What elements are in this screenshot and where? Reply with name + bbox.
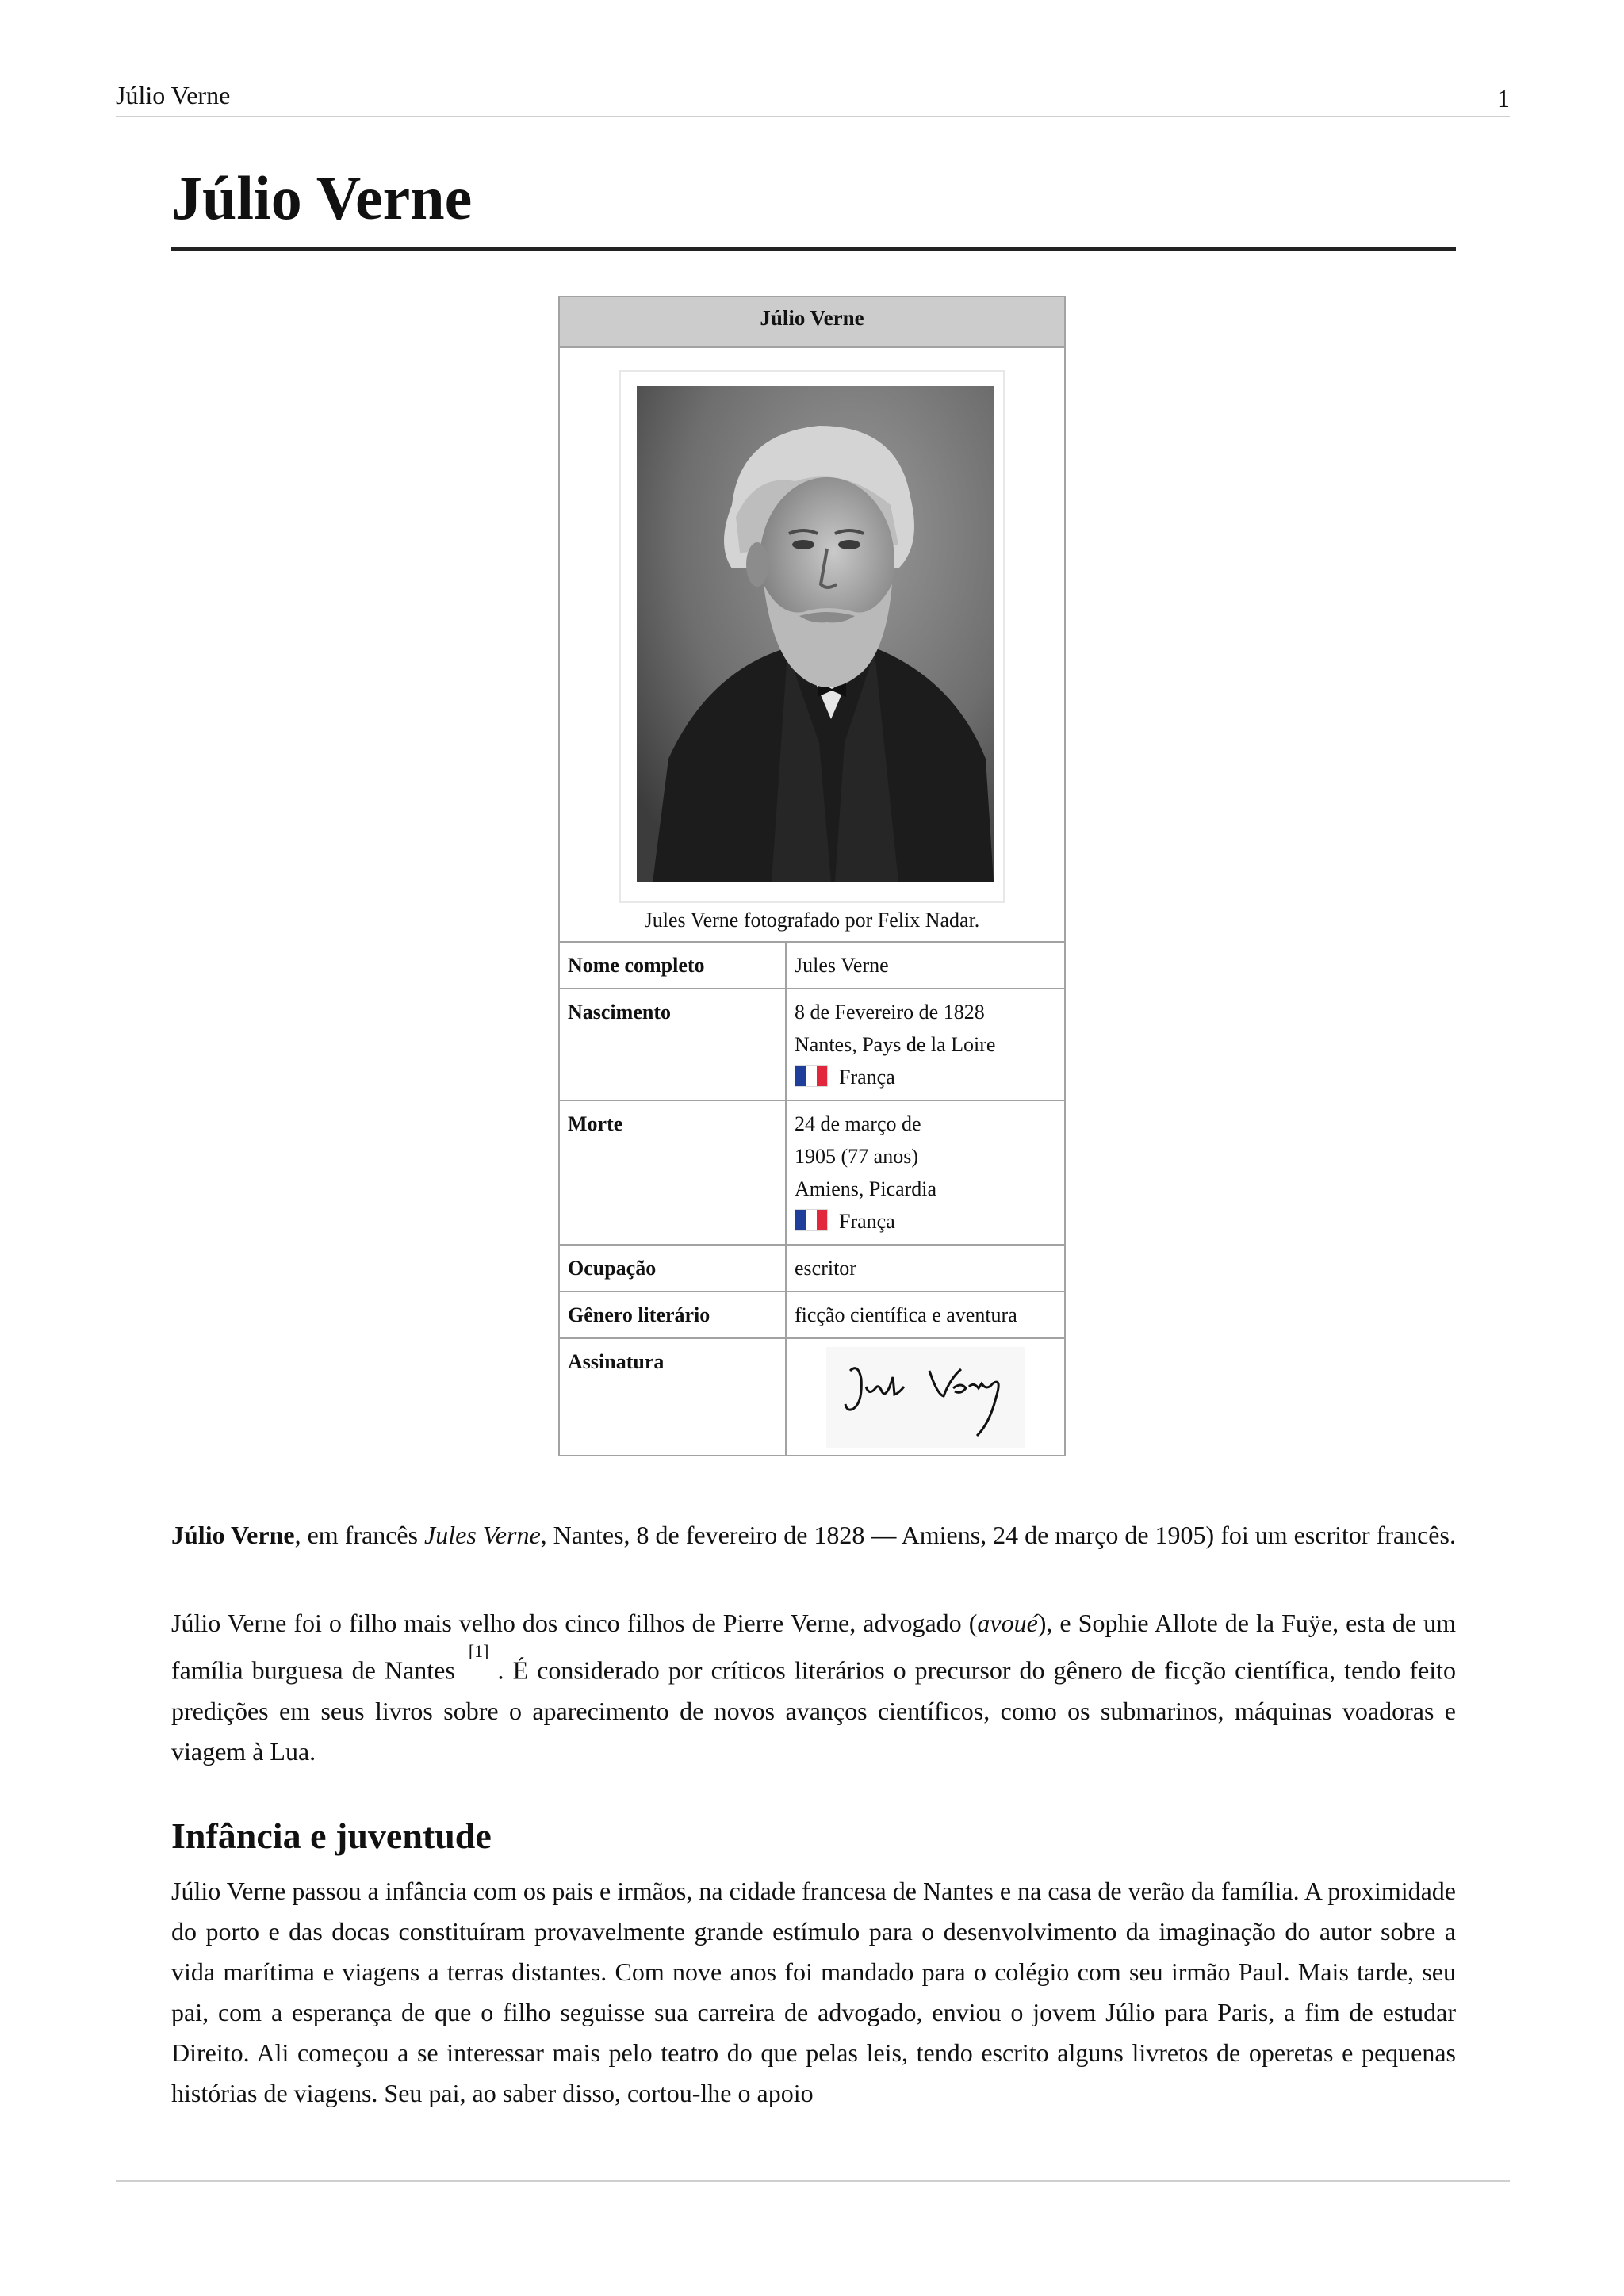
section-paragraph-1: Júlio Verne passou a infância com os pais e irmãos, na cidade francesa de Nantes e na casa de verão da família. A proximidade do porto e das docas constituíram provavelmente grande estímulo para o desenvolvimento da imaginação do autor sobre a vida marítima e viagens a terras distantes. Com nove anos foi mandado para o colégio com seu irmão Paul. Mais tarde, seu pai, com a esperança de que o filho seguisse sua carreira de advogado, enviou o jovem Júlio para Paris, a fim de estudar Direito. Ali começou a se interessar mais pelo teatro do que pelas leis, tendo escrito alguns livretos de operetas e pequenas histórias de viagens. Seu pai, ao saber disso, cortou-lhe o apoio xyxy=(171,1877,1456,2107)
page-title: Júlio Verne xyxy=(171,159,1456,251)
infobox-title: Júlio Verne xyxy=(560,297,1064,348)
footer-rule xyxy=(116,2180,1510,2182)
italic-term: avoué xyxy=(977,1609,1038,1637)
infobox-row-signature xyxy=(560,1338,1064,1455)
infobox-row-occupation xyxy=(560,1245,1064,1292)
photo-frame xyxy=(619,370,1005,903)
country-link[interactable]: França xyxy=(839,1210,895,1233)
birth-country xyxy=(795,1061,1056,1093)
running-header-title: Júlio Verne xyxy=(116,81,231,109)
infobox-table xyxy=(560,941,1064,1455)
portrait-illustration xyxy=(637,386,994,882)
intro-paragraph-1 xyxy=(171,1515,1456,1556)
text-run: ), e Sophie Allote de la Fuÿe, esta de um família burguesa de Nantes xyxy=(171,1609,1457,1685)
reference-link[interactable]: [1] xyxy=(468,1641,489,1661)
infobox-row-death xyxy=(560,1100,1064,1245)
photo-caption: Jules Verne fotografado por Felix Nadar. xyxy=(644,909,980,932)
text-run: , Nantes, 8 de fevereiro de 1828 — Amiens, 24 de março de 1905) foi um escritor francês. xyxy=(540,1521,1456,1549)
portrait-photo[interactable] xyxy=(637,386,994,882)
france-flag-icon[interactable] xyxy=(795,1065,828,1087)
death-date-line2[interactable]: 1905 (77 anos) xyxy=(795,1145,918,1168)
infobox-row-birth xyxy=(560,989,1064,1100)
infobox-label: Gênero literário xyxy=(560,1292,786,1338)
infobox-label: Assinatura xyxy=(560,1338,786,1455)
text-run: . É considerado por críticos literários o precursor do gênero de ficção científica, tendo feito predições em seus livros sobre o aparecimento de novos avanços científicos, como os submarinos, máquinas voadoras e viagem à Lua. xyxy=(171,1655,1457,1766)
text-run: , em francês xyxy=(294,1521,425,1549)
infobox-row-full-name xyxy=(560,942,1064,989)
death-place[interactable]: Amiens, Picardia xyxy=(795,1177,937,1200)
subject-name: Júlio Verne xyxy=(171,1521,295,1549)
signature-image[interactable] xyxy=(826,1347,1025,1448)
infobox xyxy=(558,296,1066,1456)
infobox-photo-area xyxy=(560,348,1064,903)
infobox-label: Morte xyxy=(560,1100,786,1245)
france-flag-icon[interactable] xyxy=(795,1209,828,1231)
section-heading: Infância e juventude xyxy=(171,1816,492,1856)
infobox-value[interactable]: ficção científica e aventura xyxy=(786,1292,1064,1338)
death-country xyxy=(795,1205,1056,1238)
page-number: 1 xyxy=(1497,84,1510,113)
infobox-label: Ocupação xyxy=(560,1245,786,1292)
infobox-value[interactable]: escritor xyxy=(786,1245,1064,1292)
infobox-value xyxy=(786,989,1064,1100)
infobox-label: Nascimento xyxy=(560,989,786,1100)
intro-paragraph-2 xyxy=(171,1603,1456,1772)
running-header xyxy=(116,79,1510,117)
text-run: Júlio Verne foi o filho mais velho dos cinco filhos de Pierre Verne, advogado ( xyxy=(171,1609,978,1637)
country-link[interactable]: França xyxy=(839,1066,895,1089)
french-name: Jules Verne xyxy=(424,1521,541,1549)
infobox-row-genre xyxy=(560,1292,1064,1338)
infobox-value[interactable]: Jules Verne xyxy=(786,942,1064,989)
death-date-line1[interactable]: 24 de março de xyxy=(795,1112,921,1135)
infobox-value xyxy=(786,1338,1064,1455)
birth-date[interactable]: 8 de Fevereiro de 1828 xyxy=(795,1001,985,1024)
infobox-label: Nome completo xyxy=(560,942,786,989)
birth-place[interactable]: Nantes, Pays de la Loire xyxy=(795,1033,996,1056)
infobox-value xyxy=(786,1100,1064,1245)
